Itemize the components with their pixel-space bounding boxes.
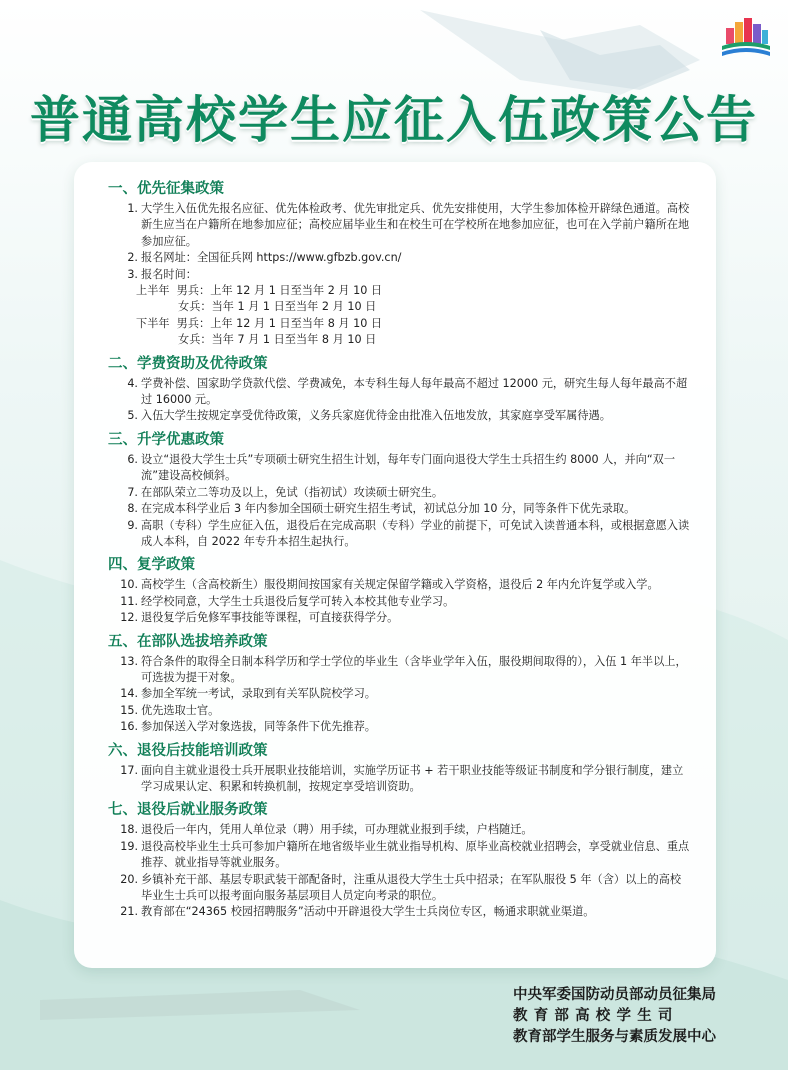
item-number: 2.	[127, 251, 138, 265]
section-heading: 一、优先征集政策	[108, 181, 224, 197]
list-item	[108, 501, 692, 517]
item-text: 在完成本科学业后 3 年内参加全国硕士研究生招生考试，初试总分加 10 分，同等条件下优先录取。	[141, 502, 636, 516]
item-number: 14.	[120, 687, 138, 701]
item-number: 7.	[127, 485, 138, 499]
item-number: 10.	[120, 578, 138, 592]
section-heading: 三、升学优惠政策	[108, 431, 224, 448]
item-text: 符合条件的取得全日制本科学历和学士学位的毕业生（含毕业学年入伍，服役期间取得的），入伍 1 年半以上，可选拔为提干对象。	[141, 654, 687, 684]
list-item	[108, 719, 692, 735]
item-text: 大学生入伍优先报名应征、优先体检政考、优先审批定兵、优先安排使用，大学生参加体检开辟绿色通道。高校新生应当在户籍所在地参加应征；高校应届毕业生和在校生可在学校所在地参加应征，也可在入学前户籍所在地参加应征。	[141, 202, 690, 248]
item-number: 5.	[127, 409, 138, 423]
item-number: 11.	[120, 594, 138, 608]
item-number: 17.	[120, 763, 138, 777]
item-number: 15.	[120, 703, 138, 717]
item-number: 8.	[127, 502, 138, 516]
list-item	[108, 408, 692, 424]
list-item	[108, 518, 692, 551]
list-item	[108, 594, 692, 610]
schedule-row	[108, 283, 692, 299]
issuer-line: 教育部高校学生司	[513, 1008, 679, 1024]
item-text: 退役高校毕业生士兵可参加户籍所在地省级毕业生就业指导机构、原毕业高校就业招聘会，享受就业信息、重点推荐、就业指导等就业服务。	[141, 839, 690, 870]
item-text: 经学校同意，大学生士兵退役后复学可转入本校其他专业学习。	[141, 594, 455, 608]
item-text: 在部队荣立二等功及以上，免试（指初试）攻读硕士研究生。	[141, 485, 444, 499]
item-text: 设立“退役大学生士兵”专项硕士研究生招生计划，每年专门面向退役大学生士兵招生约 8000 人，并向“双一流”建设高校倾斜。	[141, 452, 676, 483]
schedule-dates: 当年 1 月 1 日至当年 2 月 10 日	[211, 300, 377, 314]
item-text: 面向自主就业退役士兵开展职业技能培训，实施学历证书 + 若干职业技能等级证书制度和学分银行制度，建立学习成果认定、积累和转换机制，按规定享受培训资助。	[141, 763, 684, 793]
list-item	[108, 822, 692, 838]
issuer-block	[513, 985, 716, 1048]
section-heading: 四、复学政策	[108, 557, 195, 574]
item-text: 学费补偿、国家助学贷款代偿、学费减免，本专科生每人每年最高不超过 12000 元，研究生每人每年最高不超过 16000 元。	[141, 376, 688, 407]
item-number: 18.	[120, 823, 138, 837]
item-number: 3.	[127, 267, 138, 281]
item-number: 20.	[120, 872, 138, 886]
schedule-row	[108, 332, 692, 348]
item-number: 6.	[127, 452, 138, 466]
section-heading: 七、退役后就业服务政策	[108, 802, 268, 819]
list-item	[108, 872, 692, 905]
item-number: 12.	[120, 611, 138, 625]
policy-content	[108, 180, 692, 921]
list-item	[108, 904, 692, 920]
section-heading: 六、退役后技能培训政策	[108, 742, 268, 759]
item-text: 报名时间：	[141, 267, 197, 281]
issuer-line: 教育部学生服务与素质发展中心	[513, 1029, 716, 1045]
item-text: 退役复学后免修军事技能等课程，可直接获得学分。	[141, 611, 399, 625]
list-item	[108, 686, 692, 702]
list-item	[108, 839, 692, 872]
item-text: 教育部在“24365 校园招聘服务”活动中开辟退役大学生士兵岗位专区，畅通求职就业渠道。	[141, 905, 595, 919]
campus-logo-icon	[720, 14, 772, 58]
issuer-line: 中央军委国防动员部动员征集局	[513, 987, 716, 1003]
schedule-label: 下半年 男兵：	[136, 316, 211, 330]
item-number: 19.	[120, 839, 138, 853]
item-text: 参加保送入学对象选拔，同等条件下优先推荐。	[141, 720, 376, 734]
schedule-row	[108, 299, 692, 315]
item-text: 参加全军统一考试，录取到有关军队院校学习。	[141, 687, 376, 701]
schedule-label: 女兵：	[178, 333, 212, 347]
item-number: 1.	[127, 202, 138, 215]
list-item	[108, 703, 692, 719]
item-number: 4.	[127, 376, 138, 390]
item-number: 16.	[120, 720, 138, 734]
list-item	[108, 452, 692, 485]
item-number: 9.	[127, 518, 138, 532]
item-number: 21.	[120, 905, 138, 919]
schedule-row	[108, 316, 692, 332]
schedule-label: 女兵：	[178, 300, 212, 314]
item-text: 乡镇补充干部、基层专职武装干部配备时，注重从退役大学生士兵中招录；在军队服役 5 年（含）以上的高校毕业生士兵可以报考面向服务基层项目人员定向考录的职位。	[141, 872, 682, 902]
list-item	[108, 577, 692, 593]
list-item	[108, 485, 692, 501]
list-item	[108, 250, 692, 266]
schedule-label: 上半年 男兵：	[136, 284, 211, 298]
list-item	[108, 763, 692, 796]
list-item	[108, 610, 692, 626]
schedule-dates: 上年 12 月 1 日至当年 2 月 10 日	[210, 284, 383, 298]
list-item	[108, 201, 692, 250]
item-text: 优先选取士官。	[141, 703, 220, 717]
item-text: 退役后一年内，凭用人单位录（聘）用手续，可办理就业报到手续，户档随迁。	[141, 823, 533, 837]
schedule-dates: 上年 12 月 1 日至当年 8 月 10 日	[210, 316, 383, 330]
page-title: 普通高校学生应征入伍政策公告	[30, 91, 758, 149]
schedule-dates: 当年 7 月 1 日至当年 8 月 10 日	[211, 333, 377, 347]
item-number: 13.	[120, 654, 138, 668]
section-heading: 五、在部队选拔培养政策	[108, 633, 268, 650]
item-text: 高校学生（含高校新生）服役期间按国家有关规定保留学籍或入学资格，退役后 2 年内允许复学或入学。	[141, 578, 659, 592]
list-item	[108, 654, 692, 687]
section-heading: 二、学费资助及优待政策	[108, 355, 268, 372]
list-item	[108, 267, 692, 283]
list-item	[108, 376, 692, 409]
item-text: 高职（专科）学生应征入伍，退役后在完成高职（专科）学业的前提下，可免试入读普通本科，或根据意愿入读成人本科，自 2022 年专升本招生起执行。	[141, 518, 690, 548]
item-text: 报名网址：全国征兵网 https://www.gfbzb.gov.cn/	[141, 251, 402, 265]
item-text: 入伍大学生按规定享受优待政策，义务兵家庭优待金由批准入伍地发放，其家庭享受军属待遇。	[141, 409, 611, 423]
